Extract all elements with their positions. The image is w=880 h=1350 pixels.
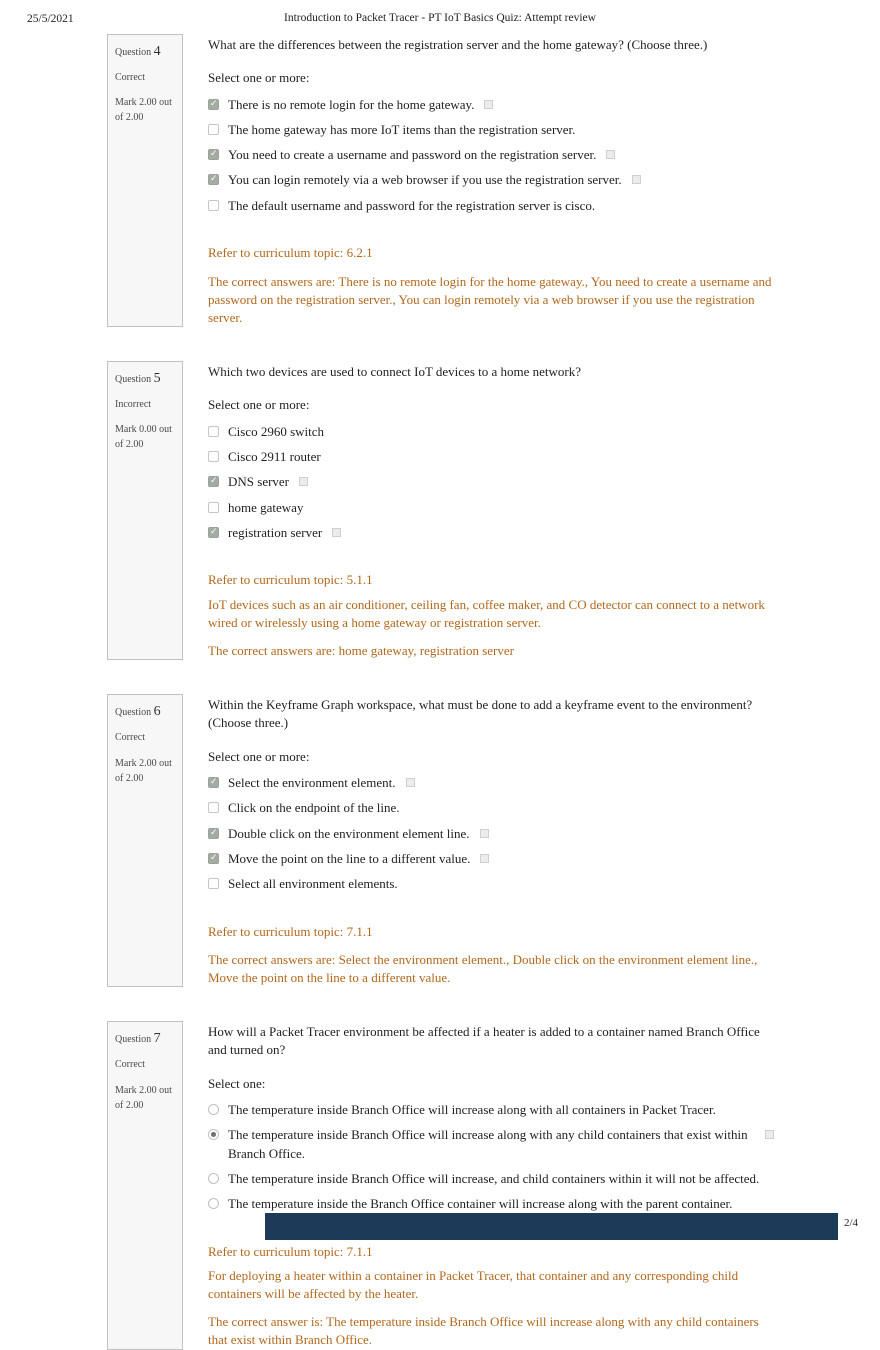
answer-option [208, 1123, 774, 1166]
answer-option [208, 520, 774, 545]
option-label: Select the environment element. [228, 775, 396, 791]
print-date: 25/5/2021 [27, 13, 74, 25]
question-text: What are the differences between the registration server and the home gateway? (Choose three.) [208, 37, 708, 52]
correct-answer-text: The correct answers are: Select the environment element., Double click on the environment element line., Move the point on the line to a different value. [208, 951, 758, 985]
question-content [208, 361, 774, 660]
curriculum-topic: Refer to curriculum topic: 5.1.1 [208, 572, 373, 588]
answer-option [208, 871, 774, 896]
correct-answer-text: The correct answers are: home gateway, registration server [208, 642, 514, 658]
question-mark: Mark 0.00 out of 2.00 [115, 424, 172, 451]
question-number: Question 7 [115, 1031, 161, 1047]
result-marker-icon [484, 100, 493, 109]
question-status: Correct [115, 71, 145, 83]
question-status: Incorrect [115, 398, 152, 410]
option-label: Double click on the environment element line. [228, 825, 470, 841]
answer-option [208, 796, 774, 821]
answer-option [208, 193, 774, 218]
question-info-box [107, 1021, 183, 1349]
checkbox-icon[interactable] [208, 200, 219, 211]
answer-option [208, 846, 774, 871]
question-text: Within the Keyframe Graph workspace, what must be done to add a keyframe event to the environment? (Choose three.) [208, 697, 753, 731]
result-marker-icon [332, 528, 341, 537]
question-content [208, 1021, 774, 1349]
answer-options [208, 771, 774, 897]
correct-answer-text: The correct answers are: There is no remote login for the home gateway., You need to create a username and password on the registration server., You can login remotely via a web browser if you use the registration server. [208, 273, 772, 325]
correct-answer-text: The correct answer is: The temperature inside Branch Office will increase along with any child containers that exist within Branch Office. [208, 1314, 759, 1348]
radio-selected-icon[interactable] [208, 1129, 219, 1140]
checkbox-icon[interactable] [208, 426, 219, 437]
question-block-5 [107, 361, 880, 660]
page-number: 2/4 [843, 1217, 858, 1229]
question-info-box [107, 694, 183, 987]
checkbox-checked-icon[interactable] [208, 149, 219, 160]
general-feedback: For deploying a heater within a container in Packet Tracer, that container and any corresponding child containers will be affected by the heater. [208, 1267, 739, 1302]
checkbox-checked-icon[interactable] [208, 476, 219, 487]
question-text: Which two devices are used to connect IoT devices to a home network? [208, 364, 582, 380]
checkbox-checked-icon[interactable] [208, 853, 219, 864]
question-content [208, 694, 774, 987]
checkbox-icon[interactable] [208, 502, 219, 513]
footer-bar [265, 1213, 838, 1240]
option-label: The temperature inside Branch Office will increase, and child containers within it will not be affected. [228, 1170, 760, 1186]
result-marker-icon [480, 854, 489, 863]
question-number: Question 4 [115, 44, 161, 59]
option-label: registration server [228, 524, 323, 540]
option-label: Select all environment elements. [228, 875, 398, 891]
option-label: DNS server [228, 474, 290, 490]
option-label: Move the point on the line to a different value. [228, 850, 471, 866]
option-label: Cisco 2960 switch [228, 423, 325, 439]
answer-prompt: Select one or more: [208, 748, 310, 764]
checkbox-checked-icon[interactable] [208, 174, 219, 185]
question-block-6 [107, 694, 880, 987]
answer-option [208, 92, 774, 117]
radio-button-icon[interactable] [208, 1173, 219, 1184]
checkbox-icon[interactable] [208, 451, 219, 462]
result-marker-icon [480, 829, 489, 838]
answer-option [208, 445, 774, 470]
question-status: Correct [115, 732, 145, 744]
result-marker-icon [299, 477, 308, 486]
answer-option [208, 1166, 774, 1191]
result-marker-icon [765, 1130, 774, 1139]
question-mark: Mark 2.00 out of 2.00 [115, 97, 172, 124]
question-number: Question 6 [115, 704, 161, 720]
question-text: How will a Packet Tracer environment be affected if a heater is added to a container named Branch Office and turned on? [208, 1024, 760, 1058]
question-number: Question 5 [115, 371, 161, 387]
option-label: home gateway [228, 499, 304, 515]
option-label: Click on the endpoint of the line. [228, 800, 400, 816]
option-label: The temperature inside the Branch Office container will increase along with the parent container. [228, 1196, 733, 1211]
answer-options [208, 419, 774, 545]
answer-option [208, 771, 774, 796]
checkbox-icon[interactable] [208, 802, 219, 813]
option-label: Cisco 2911 router [228, 449, 321, 465]
option-label: The temperature inside Branch Office will increase along with all containers in Packet Tracer. [228, 1102, 716, 1118]
question-info-box [107, 361, 183, 660]
answer-option [208, 495, 774, 520]
question-content [208, 34, 774, 327]
answer-prompt: Select one: [208, 1075, 266, 1091]
answer-prompt: Select one or more: [208, 397, 310, 413]
answer-option [208, 419, 774, 444]
general-feedback: IoT devices such as an air conditioner, ceiling fan, coffee maker, and CO detector can connect to a network wired or wirelessly using a home gateway or registration server. [208, 596, 765, 630]
answer-options [208, 1098, 774, 1217]
result-marker-icon [606, 150, 615, 159]
answer-options [208, 92, 774, 218]
answer-option [208, 118, 774, 143]
checkbox-checked-icon[interactable] [208, 99, 219, 110]
result-marker-icon [406, 778, 415, 787]
question-block-4 [107, 34, 880, 327]
page-title: Introduction to Packet Tracer - PT IoT Basics Quiz: Attempt review [284, 12, 596, 24]
curriculum-topic: Refer to curriculum topic: 7.1.1 [208, 923, 373, 939]
radio-button-icon[interactable] [208, 1104, 219, 1115]
answer-option [208, 1098, 774, 1123]
checkbox-icon[interactable] [208, 124, 219, 135]
answer-option [208, 168, 774, 193]
answer-prompt: Select one or more: [208, 70, 310, 86]
print-header [0, 0, 880, 28]
question-mark: Mark 2.00 out of 2.00 [115, 757, 172, 784]
question-status: Correct [115, 1059, 145, 1071]
option-label: The temperature inside Branch Office will increase along with any child containers that exist within Branch Office. [228, 1127, 748, 1161]
option-label: The home gateway has more IoT items than the registration server. [228, 122, 576, 138]
answer-option [208, 821, 774, 846]
question-info-box [107, 34, 183, 327]
answer-option [208, 470, 774, 495]
curriculum-topic: Refer to curriculum topic: 6.2.1 [208, 245, 373, 261]
checkbox-checked-icon[interactable] [208, 777, 219, 788]
option-label: You can login remotely via a web browser if you use the registration server. [228, 172, 622, 188]
question-mark: Mark 2.00 out of 2.00 [115, 1084, 172, 1111]
checkbox-checked-icon[interactable] [208, 527, 219, 538]
quiz-review-content [0, 34, 880, 1350]
option-label: The default username and password for the registration server is cisco. [228, 197, 596, 213]
answer-option [208, 143, 774, 168]
option-label: There is no remote login for the home gateway. [228, 96, 475, 112]
curriculum-topic: Refer to curriculum topic: 7.1.1 [208, 1243, 373, 1259]
option-label: You need to create a username and password on the registration server. [228, 147, 597, 163]
question-block-7 [107, 1021, 880, 1349]
result-marker-icon [632, 175, 641, 184]
checkbox-checked-icon[interactable] [208, 828, 219, 839]
radio-button-icon[interactable] [208, 1198, 219, 1209]
checkbox-icon[interactable] [208, 878, 219, 889]
